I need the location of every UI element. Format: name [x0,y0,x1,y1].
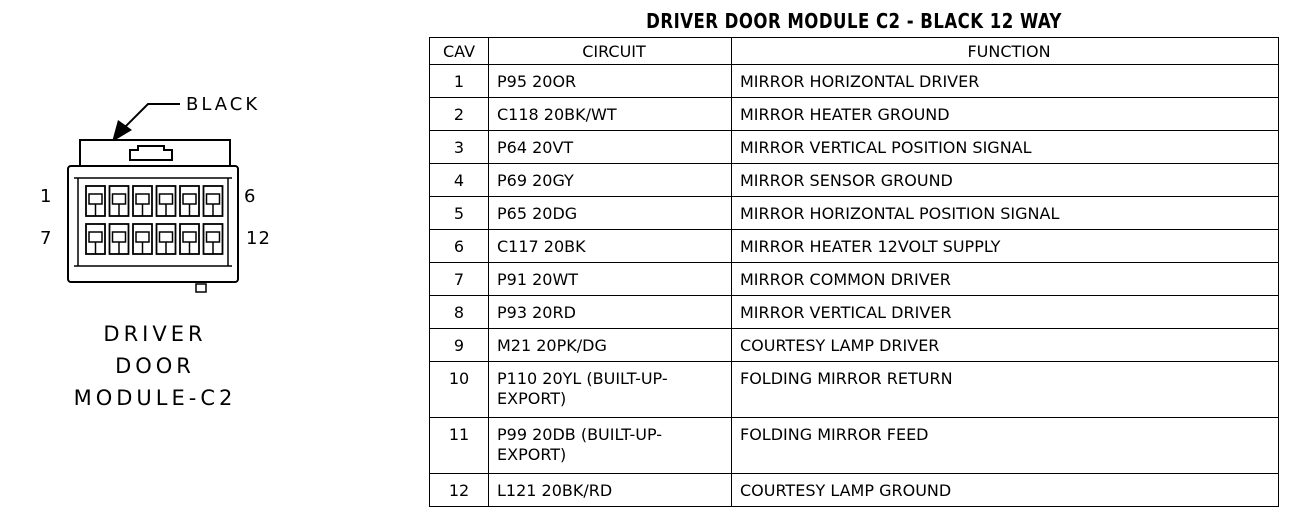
cell-circuit-line: P99 20DB (BUILT-UP- [497,425,663,444]
table-row [430,362,1279,418]
cavity-terminal [183,194,196,204]
cell-function: MIRROR HORIZONTAL POSITION SIGNAL [732,197,1279,230]
pin-label-6: 6 [244,186,256,207]
caption-line-1: DRIVER [103,322,207,346]
cavity-terminal [113,194,126,204]
cavity-terminal [207,194,220,204]
cell-cav: 12 [430,474,489,507]
cell-cav: 10 [430,362,489,418]
cavity-terminal [183,232,196,242]
caption-line-2: DOOR [115,354,195,378]
cell-circuit: P93 20RD [489,296,732,329]
cavity-terminal [89,232,102,242]
cavity-terminal [160,232,173,242]
cell-circuit [489,418,732,474]
table-row [430,131,1279,164]
table-header-row [430,38,1279,65]
cell-function: FOLDING MIRROR FEED [732,418,1279,474]
cell-function: MIRROR SENSOR GROUND [732,164,1279,197]
cell-circuit: P64 20VT [489,131,732,164]
cell-circuit-line: P110 20YL (BUILT-UP- [497,369,668,388]
cell-cav: 11 [430,418,489,474]
connector-color-label: BLACK [186,94,261,115]
cell-function: MIRROR VERTICAL DRIVER [732,296,1279,329]
cell-circuit: M21 20PK/DG [489,329,732,362]
cell-circuit: P95 20OR [489,65,732,98]
table-row [430,164,1279,197]
cell-function: MIRROR HORIZONTAL DRIVER [732,65,1279,98]
cell-function: MIRROR COMMON DRIVER [732,263,1279,296]
cell-cav: 2 [430,98,489,131]
cell-cav: 9 [430,329,489,362]
header-cav: CAV [430,38,489,65]
cell-function: MIRROR HEATER 12VOLT SUPPLY [732,230,1279,263]
cell-function: MIRROR VERTICAL POSITION SIGNAL [732,131,1279,164]
cell-cav: 1 [430,65,489,98]
connector-caption [40,318,270,414]
table-row [430,197,1279,230]
cavity-terminal [207,232,220,242]
cell-function: COURTESY LAMP DRIVER [732,329,1279,362]
pin-label-7: 7 [40,228,52,249]
cell-cav: 4 [430,164,489,197]
cavity-terminal [160,194,173,204]
pin-label-1: 1 [40,186,52,207]
header-circuit: CIRCUIT [489,38,732,65]
cell-cav: 7 [430,263,489,296]
cell-cav: 8 [430,296,489,329]
cell-cav: 3 [430,131,489,164]
table-row [430,98,1279,131]
cell-circuit: C118 20BK/WT [489,98,732,131]
table-row [430,329,1279,362]
table-title: DRIVER DOOR MODULE C2 - BLACK 12 WAY [646,9,1062,33]
cell-function: COURTESY LAMP GROUND [732,474,1279,507]
cavity-terminal [136,194,149,204]
connector-diagram [0,0,330,528]
cell-circuit-line: EXPORT) [497,445,567,464]
cell-circuit: P69 20GY [489,164,732,197]
table-row [430,474,1279,507]
cell-circuit-line: EXPORT) [497,389,567,408]
connector-drawing [0,0,330,528]
cell-circuit: P91 20WT [489,263,732,296]
cell-circuit: P65 20DG [489,197,732,230]
cell-circuit: C117 20BK [489,230,732,263]
table-row [430,296,1279,329]
cell-circuit: L121 20BK/RD [489,474,732,507]
pin-label-12: 12 [246,228,271,249]
cell-function: FOLDING MIRROR RETURN [732,362,1279,418]
cell-circuit [489,362,732,418]
table-row [430,263,1279,296]
header-function: FUNCTION [732,38,1279,65]
caption-line-3: MODULE-C2 [73,386,237,410]
leader-line [124,104,180,128]
pinout-table [429,37,1279,507]
table-row [430,230,1279,263]
cavity-terminal [89,194,102,204]
table-row [430,65,1279,98]
table-row [430,418,1279,474]
cell-function: MIRROR HEATER GROUND [732,98,1279,131]
cavity-terminal [113,232,126,242]
cell-cav: 5 [430,197,489,230]
cavity-terminal [136,232,149,242]
cell-cav: 6 [430,230,489,263]
